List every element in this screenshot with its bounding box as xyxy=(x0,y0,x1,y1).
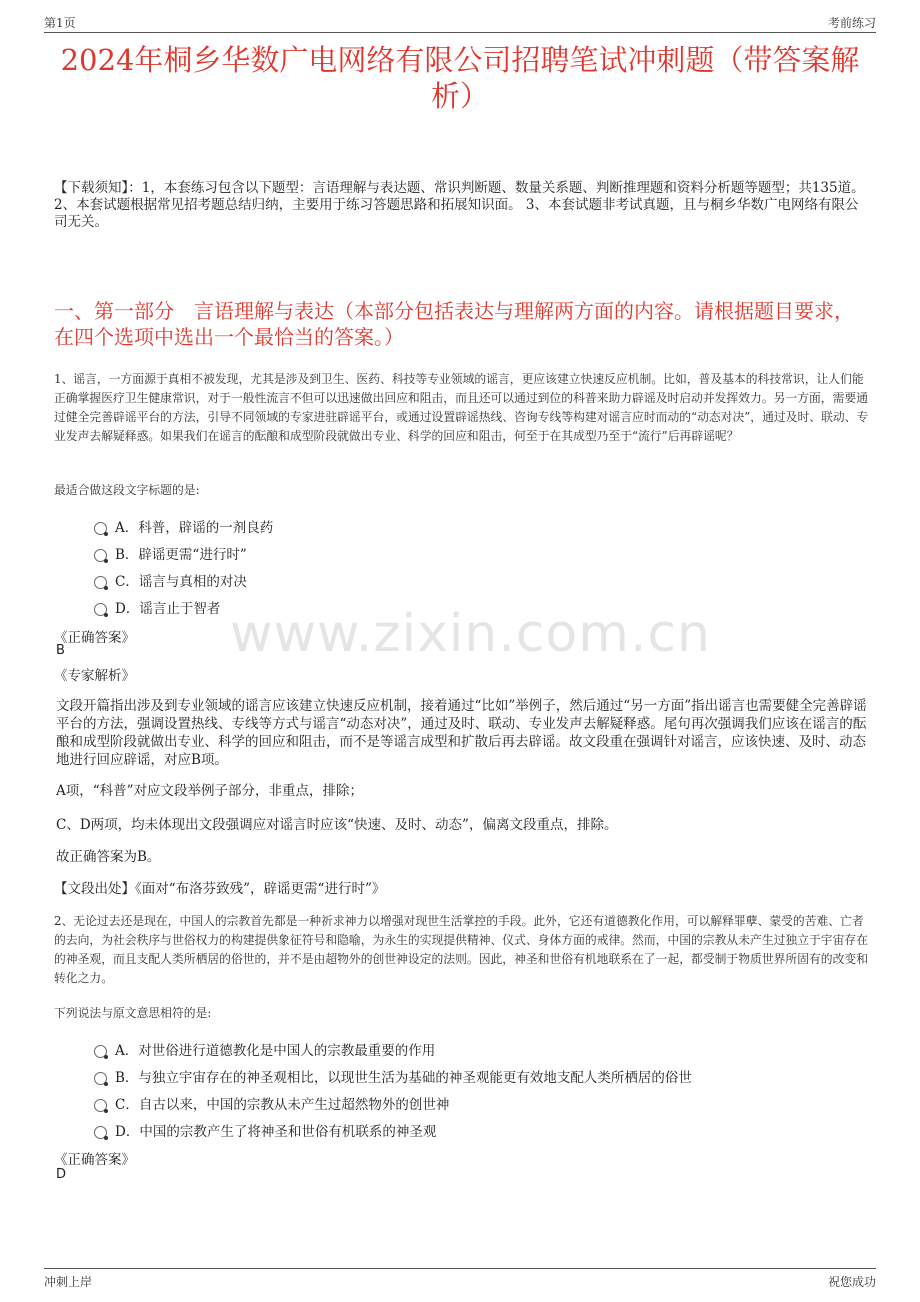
option-label: B．辟谣更需“进行时” xyxy=(115,547,247,563)
question-1-analysis-a: A项，“科普”对应文段举例子部分，非重点，排除； xyxy=(56,783,364,799)
question-2-text: 2、无论过去还是现在，中国人的宗教首先都是一种祈求神力以增强对现世生活掌控的手段。此外，它还有道德教化作用，可以解释罪孽、蒙受的苦难、亡者的去向，为社会秩序与世俗权力的构建提供象征符号和隐喻，为永生的实现提供精神、仪式、身体方面的戒律。然而，中国的宗教从未产生过独立于宇宙存在的神圣观，而且支配人类所栖居的俗世的，并不是由超物外的创世神设定的法则。因此，神圣和世俗有机地联系在了一起，都受制于物质世界所固有的改变和转化之力。 xyxy=(54,914,868,985)
radio-icon[interactable] xyxy=(94,603,107,616)
question-1-answer-label: 《正确答案》 xyxy=(54,630,135,646)
question-2-option-d[interactable] xyxy=(94,1120,436,1140)
footer-left: 冲刺上岸 xyxy=(44,1275,93,1289)
watermark: www.zixin.com.cn xyxy=(230,604,711,664)
radio-icon[interactable] xyxy=(94,1099,107,1112)
question-2-answer: D xyxy=(56,1167,67,1182)
question-1-conclusion: 故正确答案为B。 xyxy=(56,849,161,865)
option-label: B．与独立宇宙存在的神圣观相比，以现世生活为基础的神圣观能更有效地支配人类所栖居的俗世 xyxy=(115,1070,692,1086)
page-header xyxy=(44,14,876,33)
radio-icon[interactable] xyxy=(94,549,107,562)
question-1-source: 【文段出处】《面对“布洛芬致残”，辟谣更需“进行时”》 xyxy=(54,881,386,897)
radio-icon[interactable] xyxy=(94,576,107,589)
option-label: A．科普，辟谣的一剂良药 xyxy=(115,520,274,536)
question-1-option-b[interactable] xyxy=(94,543,247,563)
question-1-option-c[interactable] xyxy=(94,570,247,590)
question-1-analysis-cd: C、D两项，均未体现出文段强调应对谣言时应该“快速、及时、动态”，偏离文段重点，排除。 xyxy=(56,817,618,833)
radio-icon[interactable] xyxy=(94,1045,107,1058)
question-1-option-a[interactable] xyxy=(94,516,273,536)
page-number: 第1页 xyxy=(44,16,76,30)
question-1-option-d[interactable] xyxy=(94,597,220,617)
question-1-analysis-body: 文段开篇指出涉及到专业领域的谣言应该建立快速反应机制，接着通过“比如”举例子，然后通过“另一方面”指出谣言也需要健全完善辟谣平台的方法，强调设置热线、专线等方式与谣言“动态对决”，通过及时、联动、专业发声去解疑释惑。尾句再次强调我们应该在谣言的酝酿和成型阶段就做出专业、科学的回应和阻击，而不是等谣言成型和扩散后再去辟谣。故文段重在强调针对谣言，应该快速、及时、动态地进行回应辟谣，对应B项。 xyxy=(56,698,867,768)
option-label: D．谣言止于智者 xyxy=(115,601,221,617)
option-label: C．自古以来，中国的宗教从未产生过超然物外的创世神 xyxy=(115,1097,450,1113)
question-1-text: 1、谣言，一方面源于真相不被发现，尤其是涉及到卫生、医药、科技等专业领域的谣言，更应该建立快速反应机制。比如，普及基本的科技常识，让人们能正确掌握医疗卫生健康常识，对于一般性流言不但可以迅速做出回应和阻击，而且还可以通过到位的科普来助力辟谣及时启动并发挥效力。另一方面，需要通过健全完善辟谣平台的方法，引导不同领域的专家进驻辟谣平台，或通过设置辟谣热线、咨询专线等构建对谣言应时而动的“动态对决”，通过及时、联动、专业发声去解疑释惑。如果我们在谣言的酝酿和成型阶段就做出专业、科学的回应和阻击，何至于在其成型乃至于“流行”后再辟谣呢？ xyxy=(54,372,869,443)
radio-icon[interactable] xyxy=(94,1126,107,1139)
option-label: C．谣言与真相的对决 xyxy=(115,574,247,590)
question-1-analysis-label: 《专家解析》 xyxy=(54,668,135,684)
footer-right: 祝您成功 xyxy=(827,1275,876,1289)
header-tag: 考前练习 xyxy=(827,16,876,30)
radio-icon[interactable] xyxy=(94,1072,107,1085)
question-1-answer: B xyxy=(56,643,65,658)
question-2-option-a[interactable] xyxy=(94,1039,435,1059)
download-notice: 【下载须知】：1，本套练习包含以下题型：言语理解与表达题、常识判断题、数量关系题、判断推理题和资料分析题等题型；共135道。 2、本套试题根据常见招考题总结归纳，主要用于练习答题思路和拓展知识面。 3、本套试题非考试真题，且与桐乡华数广电网络有限公司无关。 xyxy=(54,180,865,230)
option-label: D．中国的宗教产生了将神圣和世俗有机联系的神圣观 xyxy=(115,1124,437,1140)
question-2-answer-label: 《正确答案》 xyxy=(54,1152,135,1168)
page-footer xyxy=(44,1268,876,1291)
question-2-option-b[interactable] xyxy=(94,1066,692,1086)
radio-icon[interactable] xyxy=(94,522,107,535)
option-label: A．对世俗进行道德教化是中国人的宗教最重要的作用 xyxy=(115,1043,436,1059)
question-2-option-c[interactable] xyxy=(94,1093,449,1113)
question-1-prompt: 最适合做这段文字标题的是: xyxy=(54,483,200,497)
document-title: 2024年桐乡华数广电网络有限公司招聘笔试冲刺题（带答案解析） xyxy=(60,43,860,113)
question-2-prompt: 下列说法与原文意思相符的是: xyxy=(54,1006,212,1020)
section-heading: 一、第一部分 言语理解与表达（本部分包括表达与理解两方面的内容。请根据题目要求，在四个选项中选出一个最恰当的答案。） xyxy=(54,299,854,349)
